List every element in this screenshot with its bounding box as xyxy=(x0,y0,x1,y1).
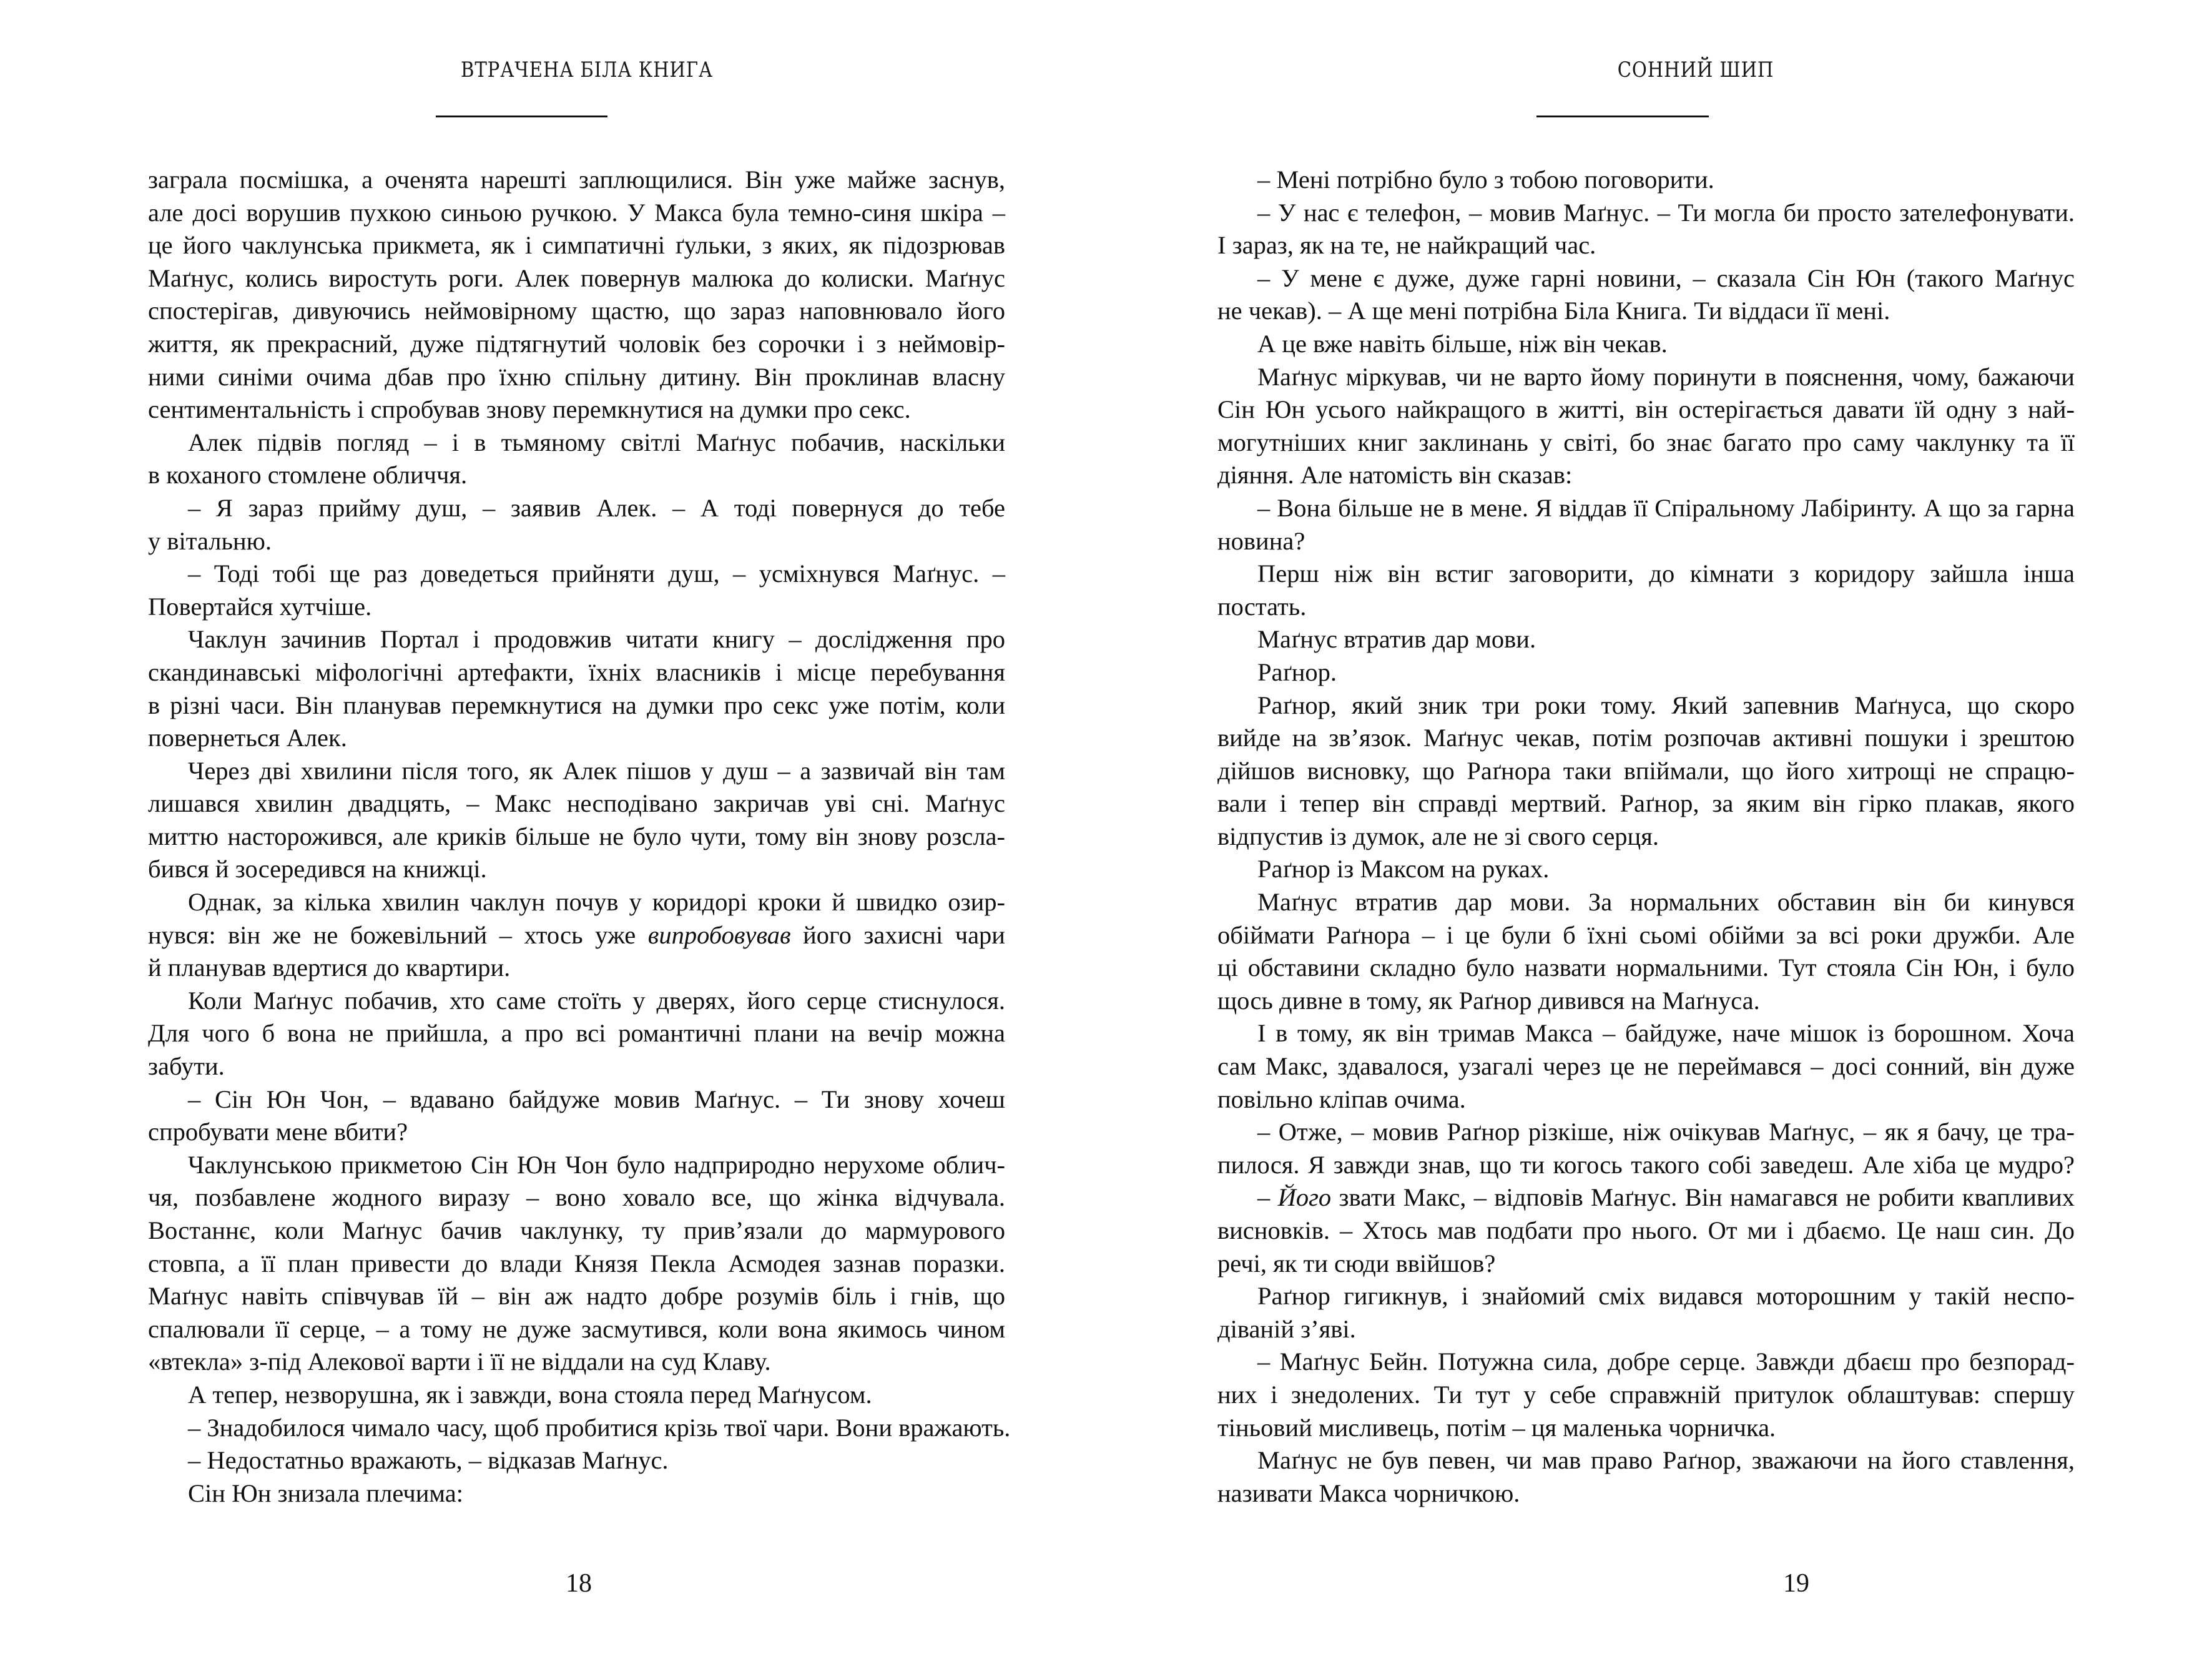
text-line: – Мені потрібно було з тобою поговорити. xyxy=(1257,165,1714,194)
text-line: це його чаклунська прикмета, як і симпатичні ґульки, з яких, як підозрював xyxy=(148,231,1005,260)
text-line: щось дивне в тому, як Раґнор дивився на Маґнуса. xyxy=(1217,986,1760,1015)
text-line: й планував вдертися до квартири. xyxy=(148,953,511,982)
text-line: Маґнус втратив дар мови. За нормальних обставин він би кинувся xyxy=(1257,888,2075,917)
text-line: діяння. Але натомість він сказав: xyxy=(1217,461,1573,490)
text-line: речі, як ти сюди ввійшов? xyxy=(1217,1249,1496,1277)
text-line: бився й зосередився на книжці. xyxy=(148,855,487,884)
text-line: нувся: він же не божевільний – хтось уже випробовував його захисні чари xyxy=(148,920,1005,949)
emphasized-text: випробовував xyxy=(647,920,791,949)
text-line: – Сін Юн Чон, – вдавано байдуже мовив Маґнус. – Ти знову хочеш xyxy=(188,1085,1005,1113)
text-line: ними синіми очима дбав про їхню спільну дитину. Він проклинав власну xyxy=(148,362,1005,391)
right-page xyxy=(1106,0,2212,1659)
text-line: сам Макс, здавалося, узагалі через це не переймався – досі сонний, він дуже xyxy=(1217,1052,2075,1081)
text-line: дійшов висновку, що Раґнора таки впіймали, що його хитрощі не спрацю- xyxy=(1217,756,2075,785)
text-line: А це вже навіть більше, ніж він чекав. xyxy=(1257,329,1668,358)
text-line: пилося. Я завжди знав, що ти когось такого собі заведеш. Але хіба це мудро? xyxy=(1217,1150,2075,1179)
text-line: постать. xyxy=(1217,592,1307,621)
text-line: могутніших книг заклинань у світі, бо знає багато про саму чаклунку та її xyxy=(1217,428,2075,456)
text-line: них і знедолених. Ти тут у себе справжній притулок облаштував: спершу xyxy=(1217,1380,2075,1409)
running-head-book-title: ВТРАЧЕНА БІЛА КНИГА xyxy=(460,57,714,82)
text-line: Раґнор. xyxy=(1257,657,1337,686)
text-line: Коли Маґнус побачив, хто саме стоїть у дверях, його серце стиснулося. xyxy=(188,986,1005,1015)
text-line: життя, як прекрасний, дуже підтягнутий чоловік без сорочки і з неймовір- xyxy=(148,329,1005,358)
text-line: І в тому, як він тримав Макса – байдуже, наче мішок із борошном. Хоча xyxy=(1257,1019,2075,1048)
text-line: називати Макса чорничкою. xyxy=(1217,1479,1520,1507)
text-line: – Недостатньо вражають, – відказав Маґнус. xyxy=(188,1446,669,1475)
text-line: Алек підвів погляд – і в тьмяному світлі Маґнус побачив, наскільки xyxy=(188,428,1005,456)
text-line: стовпа, а її план привести до влади Князя Пекла Асмодея зазнав поразки. xyxy=(148,1249,1005,1277)
running-head-rule xyxy=(1536,116,1709,117)
text-line: Сін Юн усього найкращого в житті, він остерігається давати їй одну з най- xyxy=(1217,395,2075,424)
text-line: сентиментальність і спробував знову перемкнутися на думки про секс. xyxy=(148,395,911,424)
text-line: вали і тепер він справді мертвий. Раґнор, за яким він гірко плакав, якого xyxy=(1217,789,2075,818)
text-line: – Я зараз прийму душ, – заявив Алек. – А тоді повернуся до тебе xyxy=(188,493,1005,522)
text-line: Через дві хвилини після того, як Алек пішов у душ – а зазвичай він там xyxy=(188,756,1005,785)
text-line: в коханого стомлене обличчя. xyxy=(148,461,468,490)
text-line: Маґнус міркував, чи не варто йому поринути в пояснення, чому, бажаючи xyxy=(1257,362,2075,391)
text-line: не чекав). – А ще мені потрібна Біла Книга. Ти віддаси її мені. xyxy=(1217,297,1890,325)
text-line: Раґнор гигикнув, і знайомий сміх видався моторошним у такій неспо- xyxy=(1257,1282,2075,1311)
text-line: – Вона більше не в мене. Я віддав її Спіральному Лабіринту. А що за гарна xyxy=(1257,493,2075,522)
text-line: Маґнус, колись виростуть роги. Алек повернув малюка до колиски. Маґнус xyxy=(148,263,1005,292)
text-line: але досі ворушив пухкою синьою ручкою. У Макса була темно-синя шкіра – xyxy=(148,198,1005,227)
text-line: повернеться Алек. xyxy=(148,724,347,752)
text-line: Маґнус навіть співчував їй – він аж надто добре розумів біль і гнів, що xyxy=(148,1282,1005,1311)
left-page-body xyxy=(148,164,1011,1510)
text-line: Чаклун зачинив Портал і продовжив читати книгу – дослідження про xyxy=(188,625,1005,654)
text-line: чя, позбавлене жодного виразу – воно ховало все, що жінка відчувала. xyxy=(148,1183,1005,1212)
text-line: обіймати Раґнора – і це були б їхні сьомі обійми за всі роки дружби. Але xyxy=(1217,920,2075,949)
text-line: скандинавські міфологічні артефакти, їхніх власників і місце перебування xyxy=(148,657,1005,686)
text-line: лишався хвилин двадцять, – Макс несподівано закричав уві сні. Маґнус xyxy=(148,789,1005,818)
text-line: миттю насторожився, але криків більше не було чути, тому він знову розсла- xyxy=(148,822,1005,850)
text-line: спробувати мене вбити? xyxy=(148,1118,408,1146)
text-line: Для чого б вона не прийшла, а про всі романтичні плани на вечір можна xyxy=(148,1019,1005,1048)
text-line: Маґнус втратив дар мови. xyxy=(1257,625,1536,654)
text-line: спостерігав, дивуючись неймовірному щастю, що зараз наповнювало його xyxy=(148,297,1005,325)
text-line: повільно кліпав очима. xyxy=(1217,1085,1466,1113)
emphasized-text: Його xyxy=(1277,1183,1332,1212)
text-line: у вітальню. xyxy=(148,526,272,555)
text-line: відпустив із думок, але не зі свого серця. xyxy=(1217,822,1659,850)
text-line: А тепер, незворушна, як і завжди, вона стояла перед Маґнусом. xyxy=(188,1380,872,1409)
text-line: Маґнус не був певен, чи мав право Раґнор, зважаючи на його ставлення, xyxy=(1257,1446,2075,1475)
text-line: – Його звати Макс, – відповів Маґнус. Він намагався не робити квапливих xyxy=(1257,1183,2075,1212)
running-head-rule xyxy=(436,116,607,117)
text-line: «втекла» з-під Алекової варти і її не віддали на суд Клаву. xyxy=(148,1347,771,1376)
text-line: – Тоді тобі ще раз доведеться прийняти душ, – усміхнувся Маґнус. – xyxy=(188,559,1005,588)
text-line: новина? xyxy=(1217,526,1305,555)
text-line: вийде на зв’язок. Маґнус чекав, потім розпочав активні пошуки і зрештою xyxy=(1217,724,2075,752)
text-line: заграла посмішка, а оченята нарешті заплющилися. Він уже майже заснув, xyxy=(148,165,1005,194)
text-line: діваній з’яві. xyxy=(1217,1314,1356,1343)
text-line: Перш ніж він встиг заговорити, до кімнати з коридору зайшла інша xyxy=(1257,559,2075,588)
text-line: спалювали її серце, – а тому не дуже засмутився, коли вона якимось чином xyxy=(148,1314,1005,1343)
text-line: Раґнор, який зник три роки тому. Який запевнив Маґнуса, що скоро xyxy=(1257,691,2075,719)
right-page-body xyxy=(1217,164,2075,1510)
page-number: 19 xyxy=(1783,1569,1809,1598)
text-line: – Отже, – мовив Раґнор різкіше, ніж очікував Маґнус, – як я бачу, це тра- xyxy=(1257,1118,2075,1146)
text-line: Повертайся хутчіше. xyxy=(148,592,372,621)
text-line: тіньовий мисливець, потім – ця маленька чорничка. xyxy=(1217,1413,1776,1442)
text-line: забути. xyxy=(148,1052,225,1081)
text-line: ці обставини складно було назвати нормальними. Тут стояла Сін Юн, і було xyxy=(1217,953,2075,982)
text-line: І зараз, як на те, не найкращий час. xyxy=(1217,231,1596,260)
text-line: Востаннє, коли Маґнус бачив чаклунку, ту прив’язали до мармурового xyxy=(148,1216,1005,1244)
text-line: Чаклунською прикметою Сін Юн Чон було надприродно нерухоме облич- xyxy=(188,1150,1005,1179)
text-line: в різні часи. Він планував перемкнутися на думки про секс уже потім, коли xyxy=(148,691,1005,719)
text-line: Однак, за кілька хвилин чаклун почув у коридорі кроки й швидко озир- xyxy=(188,888,1005,917)
text-line: – У нас є телефон, – мовив Маґнус. – Ти могла би просто зателефонувати. xyxy=(1257,198,2075,227)
text-line: – Маґнус Бейн. Потужна сила, добре серце. Завжди дбаєш про безпорад- xyxy=(1257,1347,2075,1376)
text-line: висновків. – Хтось мав подбати про нього. От ми і дбаємо. Це наш син. До xyxy=(1217,1216,2075,1244)
text-line: – Знадобилося чимало часу, щоб пробитися крізь твої чари. Вони вражають. xyxy=(188,1413,1011,1442)
running-head-chapter-title: СОННИЙ ШИП xyxy=(1617,57,1774,82)
text-line: – У мене є дуже, дуже гарні новини, – сказала Сін Юн (такого Маґнус xyxy=(1257,263,2075,292)
text-line: Раґнор із Максом на руках. xyxy=(1257,855,1550,884)
text-line: Сін Юн знизала плечима: xyxy=(188,1479,463,1507)
page-number: 18 xyxy=(566,1569,592,1598)
